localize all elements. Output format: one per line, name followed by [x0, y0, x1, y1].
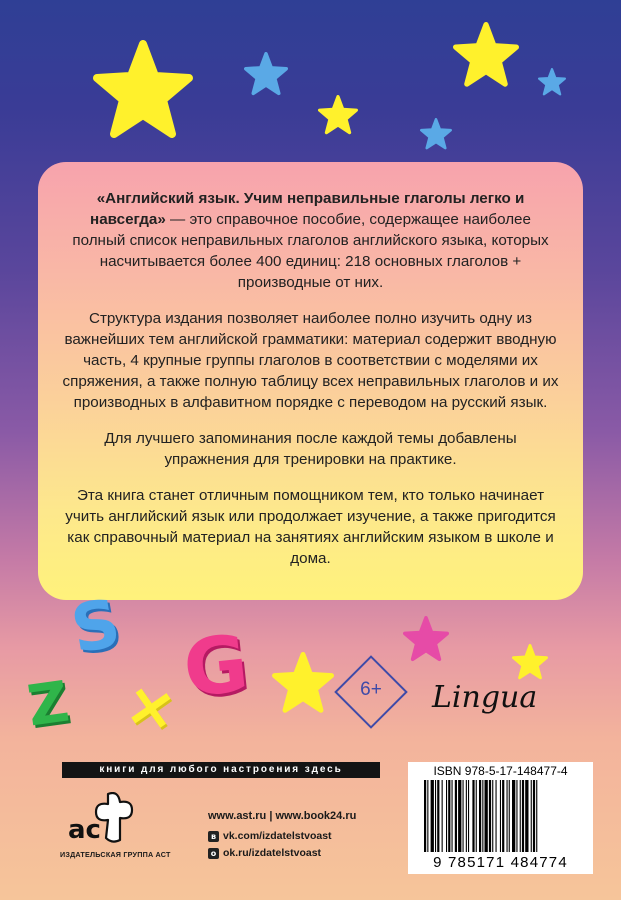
slogan-bar: книги для любого настроения здесь — [62, 762, 380, 778]
description-paragraph-1 — [62, 188, 559, 293]
star-yellow-right-icon — [452, 22, 520, 88]
publisher-name: ИЗДАТЕЛЬСКАЯ ГРУППА АСТ — [60, 850, 171, 859]
lingua-logo: Lingua — [432, 680, 538, 715]
ok-link-text: ok.ru/izdatelstvoast — [223, 847, 322, 859]
star-blue-mid-icon — [420, 118, 452, 150]
description-paragraph-3: Для лучшего запоминания после каждой темы добавлены упражнения для тренировки на практике. — [104, 430, 517, 468]
book-title-quote: «Английский язык. Учим неправильные глаголы легко и навсегда» — [90, 190, 525, 228]
star-yellow-bottom-icon — [272, 652, 334, 714]
letter-x-decoration: × — [120, 668, 182, 746]
star-yellow-bottom-right-icon — [512, 644, 548, 680]
ok-icon: o — [208, 848, 219, 859]
ast-logo-icon — [62, 792, 142, 844]
vk-link-text: vk.com/izdatelstvoast — [223, 830, 332, 842]
svg-text:ac: ac — [68, 815, 101, 844]
barcode-digits: 9 785171 484774 — [433, 854, 568, 871]
star-yellow-small-icon — [318, 95, 358, 135]
description-paragraph-1-rest: — это справочное пособие, содержащее наиболее полный список неправильных глаголов английского языка, которых насчитывается более 400 единиц: 218 основных глаголов + производные от них. — [72, 211, 549, 291]
vk-icon: в — [208, 831, 219, 842]
description-box — [38, 162, 583, 600]
ok-link[interactable] — [208, 847, 321, 859]
isbn-text: ISBN 978-5-17-148477-4 — [433, 764, 568, 778]
star-yellow-large-icon — [92, 40, 194, 140]
star-pink-icon — [403, 616, 449, 662]
website-links[interactable]: www.ast.ru | www.book24.ru — [208, 810, 357, 822]
star-blue-icon — [244, 52, 288, 96]
letter-g-decoration: G — [179, 618, 253, 716]
letter-s-decoration: S — [65, 584, 126, 669]
barcode-box — [408, 762, 593, 874]
letter-z-decoration: Z — [23, 669, 73, 740]
age-rating-text: 6+ — [360, 679, 382, 700]
description-paragraph-2: Структура издания позволяет наиболее полно изучить одну из важнейших тем английской грамматики: материал содержит вводную часть, 4 крупные группы глаголов в соответствии с моделями их спряжения, а также полную таблицу всех неправильных глаголов и их производных в алфавитном порядке с переводом на русский язык. — [62, 310, 559, 411]
description-paragraph-4: Эта книга станет отличным помощником тем, кто только начинает учить английский язык или продолжает изучение, а также пригодится как справочный материал на занятиях английским языком в школе и дома. — [65, 487, 556, 567]
vk-link[interactable] — [208, 830, 332, 842]
star-blue-small-icon — [538, 68, 566, 96]
